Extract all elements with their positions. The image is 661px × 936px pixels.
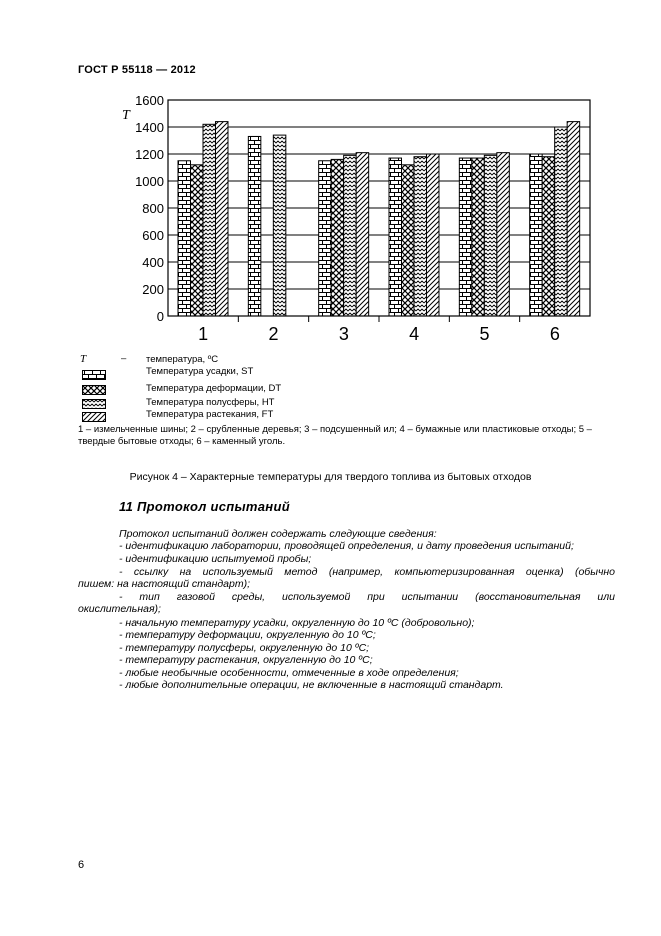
bar-4-1 xyxy=(389,158,402,316)
figure-notes: 1 – измельченные шины; 2 – срубленные деревья; 3 – подсушенный ил; 4 – бумажные или пластиковые отходы; 5 – твердые бытовые отходы; 6 – каменный уголь. xyxy=(78,424,592,447)
legend-item-ft: Температура растекания, FT xyxy=(146,409,274,420)
y-tick-label: 1400 xyxy=(135,120,164,135)
bar-3-3 xyxy=(344,155,357,316)
legend-symbol-text: температура, ºС xyxy=(146,354,219,365)
x-tick-label: 3 xyxy=(338,324,349,344)
legend-item-st: Температура усадки, ST xyxy=(146,366,254,377)
chart-bars xyxy=(178,122,580,316)
protocol-item: - температуру деформации, округленную до 10 ºС; xyxy=(119,629,376,641)
figure-caption: Рисунок 4 – Характерные температуры для твердого топлива из бытовых отходов xyxy=(129,471,532,483)
protocol-item: пишем: на настоящий стандарт); xyxy=(78,578,251,590)
y-axis-ticks xyxy=(135,93,164,324)
y-tick-label: 1600 xyxy=(135,93,164,108)
protocol-item: - любые дополнительные операции, не включенные в настоящий стандарт. xyxy=(119,679,504,691)
y-axis-label: T xyxy=(122,108,130,123)
bar-3-2 xyxy=(331,159,344,316)
bar-1-2 xyxy=(191,165,204,316)
legend-swatch-diagonal xyxy=(82,412,106,422)
protocol-item: - ссылку на используемый метод (например, компьютеризированная оценка) (обычно xyxy=(119,566,615,578)
protocol-item: - любые необычные особенности, отмеченные в ходе определения; xyxy=(119,667,459,679)
bar-5-1 xyxy=(459,158,472,316)
y-tick-label: 400 xyxy=(142,255,164,270)
bar-3-4 xyxy=(356,153,369,316)
y-tick-label: 0 xyxy=(156,309,164,324)
bar-4-4 xyxy=(427,154,440,316)
bar-3-1 xyxy=(319,161,332,316)
bar-1-3 xyxy=(203,124,216,316)
x-tick-label: 1 xyxy=(198,324,209,344)
y-tick-label: 600 xyxy=(142,228,164,243)
bar-6-4 xyxy=(567,122,580,316)
section-title: 11 Протокол испытаний xyxy=(119,499,290,514)
bar-5-2 xyxy=(472,158,485,316)
y-tick-label: 200 xyxy=(142,282,164,297)
x-tick-label: 2 xyxy=(268,324,279,344)
bar-2-3 xyxy=(273,135,286,316)
bar-6-1 xyxy=(530,154,543,316)
protocol-item: - идентификацию лаборатории, проводящей определения, и дату проведения испытаний; xyxy=(119,540,574,552)
chart-gridlines xyxy=(168,127,590,289)
page-number: 6 xyxy=(78,859,85,871)
y-tick-label: 1200 xyxy=(135,147,164,162)
legend-swatch-crosshatch xyxy=(82,385,106,395)
protocol-item: - начальную температуру усадки, округленную до 10 ºС (добровольно); xyxy=(119,617,475,629)
protocol-item: - тип газовой среды, используемой при испытании (восстановительная или xyxy=(119,591,615,603)
bar-4-3 xyxy=(414,157,427,316)
bar-5-4 xyxy=(497,153,510,316)
x-tick-label: 6 xyxy=(549,324,560,344)
x-tick-label: 4 xyxy=(409,324,420,344)
bar-6-3 xyxy=(555,127,568,316)
legend-dash: – xyxy=(121,353,127,364)
y-tick-label: 1000 xyxy=(135,174,164,189)
bar-2-1 xyxy=(248,136,260,316)
bar-5-3 xyxy=(484,155,497,316)
protocol-item: - температуру полусферы, округленную до 10 ºС; xyxy=(119,642,370,654)
legend-swatch-zigzag xyxy=(82,399,106,409)
legend-item-ht: Температура полусферы, HT xyxy=(146,397,275,408)
protocol-item: - температуру растекания, округленную до 10 ºС; xyxy=(119,654,373,666)
legend-swatch-bricks xyxy=(82,370,106,380)
temperature-bar-chart xyxy=(0,0,661,350)
bar-1-1 xyxy=(178,161,191,316)
protocol-intro: Протокол испытаний должен содержать следующие сведения: xyxy=(119,528,437,540)
protocol-item: - идентификацию испытуемой пробы; xyxy=(119,553,312,565)
legend-item-dt: Температура деформации, DT xyxy=(146,383,282,394)
x-axis-ticks xyxy=(198,316,560,344)
bar-1-4 xyxy=(216,122,229,316)
y-tick-label: 800 xyxy=(142,201,164,216)
document-header: ГОСТ Р 55118 — 2012 xyxy=(78,64,196,76)
bar-6-2 xyxy=(542,157,555,316)
protocol-item: окислительная); xyxy=(78,603,161,615)
x-tick-label: 5 xyxy=(479,324,490,344)
legend-symbol: T xyxy=(80,353,87,365)
bar-4-2 xyxy=(402,165,415,316)
